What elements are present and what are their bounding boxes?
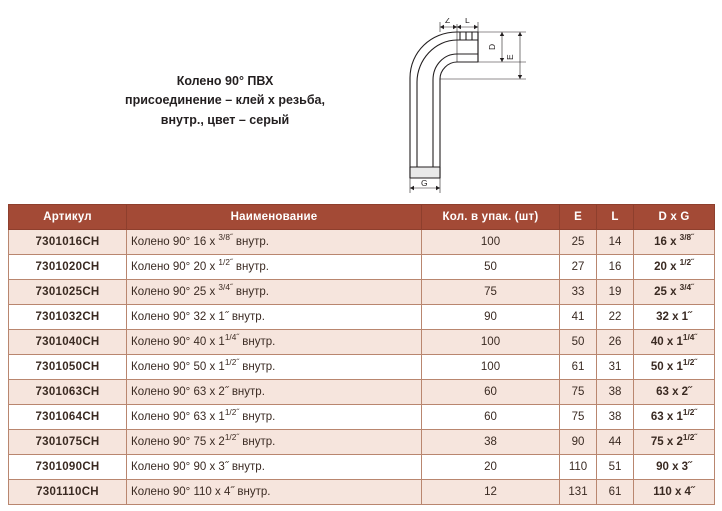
cell-dg: 50 x $1^{1/2˝}$ bbox=[634, 355, 715, 380]
cell-name: Колено 90° 25 x $^{3/4˝}$ внутр. bbox=[127, 280, 422, 305]
cell-dg: 25 x $^{3/4˝}$ bbox=[634, 280, 715, 305]
cell-l: 51 bbox=[597, 455, 634, 480]
table-row bbox=[9, 230, 715, 255]
cell-dg: 16 x $^{3/8˝}$ bbox=[634, 230, 715, 255]
cell-e: 41 bbox=[560, 305, 597, 330]
dim-label-l: L bbox=[465, 18, 470, 25]
spec-table bbox=[8, 204, 715, 505]
cell-e: 50 bbox=[560, 330, 597, 355]
elbow-90-technical-drawing bbox=[390, 18, 580, 193]
cell-dg: 90 x 3˝ bbox=[634, 455, 715, 480]
cell-e: 90 bbox=[560, 430, 597, 455]
cell-name: Колено 90° 40 x $1^{1/4˝}$ внутр. bbox=[127, 330, 422, 355]
cell-l: 22 bbox=[597, 305, 634, 330]
cell-e: 25 bbox=[560, 230, 597, 255]
column-header-e: E bbox=[560, 205, 597, 230]
cell-name: Колено 90° 32 x 1˝ внутр. bbox=[127, 305, 422, 330]
cell-name: Колено 90° 110 x 4˝ внутр. bbox=[127, 480, 422, 505]
cell-l: 38 bbox=[597, 405, 634, 430]
cell-qty: 12 bbox=[422, 480, 560, 505]
dim-label-e: E bbox=[505, 54, 515, 60]
cell-article: 7301063CH bbox=[9, 380, 127, 405]
cell-article: 7301032CH bbox=[9, 305, 127, 330]
cell-l: 38 bbox=[597, 380, 634, 405]
cell-qty: 20 bbox=[422, 455, 560, 480]
table-row bbox=[9, 355, 715, 380]
cell-article: 7301020CH bbox=[9, 255, 127, 280]
table-row bbox=[9, 305, 715, 330]
cell-l: 61 bbox=[597, 480, 634, 505]
cell-e: 75 bbox=[560, 380, 597, 405]
column-header-qty: Кол. в упак. (шт) bbox=[422, 205, 560, 230]
table-header-row bbox=[9, 205, 715, 230]
cell-l: 31 bbox=[597, 355, 634, 380]
cell-qty: 90 bbox=[422, 305, 560, 330]
dim-label-g: G bbox=[421, 178, 428, 188]
product-title-line-1: Колено 90° ПВХ bbox=[176, 74, 274, 88]
cell-qty: 50 bbox=[422, 255, 560, 280]
table-row bbox=[9, 330, 715, 355]
cell-name: Колено 90° 50 x $1^{1/2˝}$ внутр. bbox=[127, 355, 422, 380]
cell-dg: 40 x $1^{1/4˝}$ bbox=[634, 330, 715, 355]
column-header-article: Артикул bbox=[9, 205, 127, 230]
table-body bbox=[9, 230, 715, 505]
cell-qty: 100 bbox=[422, 355, 560, 380]
cell-dg: 75 x $2^{1/2˝}$ bbox=[634, 430, 715, 455]
cell-article: 7301040CH bbox=[9, 330, 127, 355]
cell-qty: 100 bbox=[422, 330, 560, 355]
cell-qty: 60 bbox=[422, 380, 560, 405]
cell-name: Колено 90° 75 x $2^{1/2˝}$ внутр. bbox=[127, 430, 422, 455]
cell-e: 131 bbox=[560, 480, 597, 505]
table-row bbox=[9, 430, 715, 455]
cell-l: 16 bbox=[597, 255, 634, 280]
table-row bbox=[9, 405, 715, 430]
cell-qty: 38 bbox=[422, 430, 560, 455]
cell-article: 7301110CH bbox=[9, 480, 127, 505]
table-row bbox=[9, 255, 715, 280]
cell-article: 7301075CH bbox=[9, 430, 127, 455]
cell-article: 7301064CH bbox=[9, 405, 127, 430]
cell-e: 33 bbox=[560, 280, 597, 305]
table-row bbox=[9, 480, 715, 505]
cell-name: Колено 90° 20 x $^{1/2˝}$ внутр. bbox=[127, 255, 422, 280]
cell-article: 7301090CH bbox=[9, 455, 127, 480]
table-row bbox=[9, 380, 715, 405]
page-title bbox=[100, 72, 350, 130]
cell-dg: 32 x 1˝ bbox=[634, 305, 715, 330]
cell-qty: 75 bbox=[422, 280, 560, 305]
cell-l: 19 bbox=[597, 280, 634, 305]
product-header-area bbox=[0, 0, 722, 200]
table-row bbox=[9, 455, 715, 480]
cell-e: 61 bbox=[560, 355, 597, 380]
column-header-dg: D x G bbox=[634, 205, 715, 230]
cell-article: 7301025CH bbox=[9, 280, 127, 305]
column-header-name: Наименование bbox=[127, 205, 422, 230]
cell-l: 44 bbox=[597, 430, 634, 455]
cell-name: Колено 90° 63 x $1^{1/2˝}$ внутр. bbox=[127, 405, 422, 430]
cell-e: 75 bbox=[560, 405, 597, 430]
cell-article: 7301050CH bbox=[9, 355, 127, 380]
cell-article: 7301016CH bbox=[9, 230, 127, 255]
cell-name: Колено 90° 63 x 2˝ внутр. bbox=[127, 380, 422, 405]
cell-l: 26 bbox=[597, 330, 634, 355]
cell-qty: 60 bbox=[422, 405, 560, 430]
cell-name: Колено 90° 16 x $^{3/8˝}$ внутр. bbox=[127, 230, 422, 255]
column-header-l: L bbox=[597, 205, 634, 230]
cell-name: Колено 90° 90 x 3˝ внутр. bbox=[127, 455, 422, 480]
dim-label-d: D bbox=[487, 43, 497, 50]
table-row bbox=[9, 280, 715, 305]
cell-qty: 100 bbox=[422, 230, 560, 255]
product-title-line-2: присоединение – клей х резьба, bbox=[125, 93, 325, 108]
cell-dg: 63 x $1^{1/2˝}$ bbox=[634, 405, 715, 430]
spec-table-wrapper bbox=[8, 204, 714, 505]
cell-dg: 20 x $^{1/2˝}$ bbox=[634, 255, 715, 280]
cell-dg: 63 x 2˝ bbox=[634, 380, 715, 405]
cell-e: 110 bbox=[560, 455, 597, 480]
cell-dg: 110 x 4˝ bbox=[634, 480, 715, 505]
product-title-line-3: внутр., цвет – серый bbox=[160, 112, 290, 127]
dim-label-z: Z bbox=[445, 18, 451, 25]
cell-e: 27 bbox=[560, 255, 597, 280]
cell-l: 14 bbox=[597, 230, 634, 255]
